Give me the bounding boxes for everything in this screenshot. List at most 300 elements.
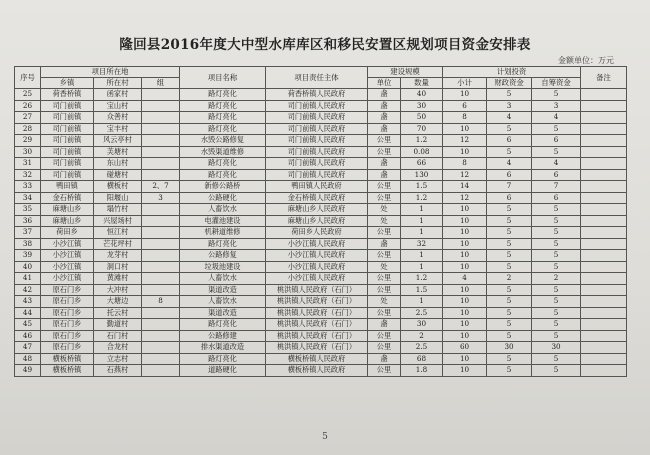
cell-township: 司门前镇 — [41, 123, 94, 135]
cell-self: 5 — [532, 250, 581, 262]
cell-village: 立志村 — [94, 353, 142, 365]
cell-unit: 盏 — [368, 123, 401, 135]
cell-remarks — [581, 192, 627, 204]
cell-township: 横板桥镇 — [41, 365, 94, 377]
cell-self: 5 — [532, 146, 581, 158]
header-group: 组 — [142, 78, 180, 89]
cell-seq: 25 — [15, 89, 41, 101]
header-scale-unit: 单位 — [368, 78, 401, 89]
cell-qty: 68 — [401, 353, 443, 365]
cell-subtotal: 12 — [443, 169, 487, 181]
cell-fiscal: 5 — [487, 238, 532, 250]
cell-subtotal: 6 — [443, 100, 487, 112]
cell-township: 原石门乡 — [41, 296, 94, 308]
cell-project-name: 新修公路桥 — [180, 181, 266, 193]
cell-group — [142, 135, 180, 147]
cell-seq: 35 — [15, 204, 41, 216]
cell-unit: 盏 — [368, 100, 401, 112]
cell-owner: 司门前镇人民政府 — [266, 123, 368, 135]
cell-owner: 麻塘山乡人民政府 — [266, 215, 368, 227]
cell-township: 司门前镇 — [41, 100, 94, 112]
table-row — [15, 169, 627, 181]
cell-qty: 30 — [401, 100, 443, 112]
cell-project-name: 路灯亮化 — [180, 112, 266, 124]
header-seq: 序号 — [15, 67, 41, 89]
cell-project-name: 人畜饮水 — [180, 273, 266, 285]
cell-subtotal: 14 — [443, 181, 487, 193]
cell-fiscal: 5 — [487, 307, 532, 319]
cell-project-name: 路灯亮化 — [180, 169, 266, 181]
cell-project-name: 渠道改造 — [180, 307, 266, 319]
cell-self: 4 — [532, 112, 581, 124]
cell-seq: 27 — [15, 112, 41, 124]
cell-township: 原石门乡 — [41, 330, 94, 342]
cell-seq: 30 — [15, 146, 41, 158]
document-title: 隆回县2016年度大中型水库库区和移民安置区规划项目资金安排表 — [119, 37, 531, 53]
cell-unit: 盏 — [368, 238, 401, 250]
cell-township: 小沙江镇 — [41, 261, 94, 273]
cell-group — [142, 89, 180, 101]
cell-remarks — [581, 261, 627, 273]
cell-village: 洞口村 — [94, 261, 142, 273]
cell-township: 司门前镇 — [41, 135, 94, 147]
cell-self: 5 — [532, 284, 581, 296]
cell-subtotal: 10 — [443, 215, 487, 227]
header-row-1 — [15, 67, 627, 78]
header-owner: 项目责任主体 — [266, 67, 368, 89]
cell-project-name: 电灌池建设 — [180, 215, 266, 227]
cell-village: 东山村 — [94, 158, 142, 170]
cell-seq: 33 — [15, 181, 41, 193]
cell-qty: 1.2 — [401, 192, 443, 204]
cell-seq: 43 — [15, 296, 41, 308]
cell-remarks — [581, 273, 627, 285]
cell-qty: 2 — [401, 330, 443, 342]
cell-unit: 处 — [368, 296, 401, 308]
cell-subtotal: 8 — [443, 112, 487, 124]
cell-subtotal: 10 — [443, 296, 487, 308]
cell-self: 5 — [532, 215, 581, 227]
cell-group — [142, 353, 180, 365]
cell-unit: 公里 — [368, 307, 401, 319]
table-row — [15, 319, 627, 331]
cell-village: 碰塘村 — [94, 169, 142, 181]
cell-village: 宝丰村 — [94, 123, 142, 135]
cell-qty: 1.5 — [401, 284, 443, 296]
cell-project-name: 公路修复 — [180, 250, 266, 262]
cell-remarks — [581, 330, 627, 342]
cell-project-name: 道路硬化 — [180, 365, 266, 377]
cell-qty: 32 — [401, 238, 443, 250]
table-row — [15, 238, 627, 250]
cell-township: 司门前镇 — [41, 158, 94, 170]
cell-fiscal: 2 — [487, 273, 532, 285]
table-row — [15, 227, 627, 239]
cell-project-name: 水毁公路修复 — [180, 135, 266, 147]
table-row — [15, 330, 627, 342]
table-row — [15, 365, 627, 377]
cell-remarks — [581, 123, 627, 135]
cell-seq: 46 — [15, 330, 41, 342]
cell-self: 7 — [532, 181, 581, 193]
cell-township: 荷香桥镇 — [41, 89, 94, 101]
cell-subtotal: 8 — [443, 158, 487, 170]
cell-self: 6 — [532, 192, 581, 204]
cell-fiscal: 6 — [487, 192, 532, 204]
cell-group — [142, 146, 180, 158]
cell-township: 鸭田镇 — [41, 181, 94, 193]
cell-group: 3 — [142, 192, 180, 204]
cell-fiscal: 5 — [487, 365, 532, 377]
cell-qty: 1 — [401, 215, 443, 227]
cell-self: 30 — [532, 342, 581, 354]
header-location: 项目所在地 — [41, 67, 180, 78]
cell-owner: 桃洪镇人民政府（石门） — [266, 296, 368, 308]
cell-owner: 荷田乡人民政府 — [266, 227, 368, 239]
cell-self: 5 — [532, 261, 581, 273]
cell-owner: 小沙江镇人民政府 — [266, 238, 368, 250]
cell-remarks — [581, 353, 627, 365]
cell-project-name: 垃圾池建设 — [180, 261, 266, 273]
cell-village: 大塘边 — [94, 296, 142, 308]
cell-fiscal: 6 — [487, 135, 532, 147]
cell-qty: 1.2 — [401, 273, 443, 285]
table-row — [15, 123, 627, 135]
cell-owner: 金石桥镇人民政府 — [266, 192, 368, 204]
cell-self: 5 — [532, 330, 581, 342]
cell-qty: 1 — [401, 204, 443, 216]
cell-fiscal: 5 — [487, 330, 532, 342]
cell-project-name: 路灯亮化 — [180, 238, 266, 250]
table-row — [15, 204, 627, 216]
cell-seq: 39 — [15, 250, 41, 262]
cell-qty: 1 — [401, 227, 443, 239]
cell-township: 原石门乡 — [41, 284, 94, 296]
table-row — [15, 342, 627, 354]
cell-fiscal: 30 — [487, 342, 532, 354]
cell-remarks — [581, 284, 627, 296]
header-remarks: 备注 — [581, 67, 627, 89]
cell-qty: 50 — [401, 112, 443, 124]
cell-remarks — [581, 238, 627, 250]
cell-project-name: 排水渠道改造 — [180, 342, 266, 354]
cell-remarks — [581, 181, 627, 193]
header-fiscal: 财政资金 — [487, 78, 532, 89]
cell-subtotal: 10 — [443, 238, 487, 250]
cell-qty: 1.2 — [401, 135, 443, 147]
cell-fiscal: 6 — [487, 169, 532, 181]
cell-qty: 66 — [401, 158, 443, 170]
cell-unit: 公里 — [368, 192, 401, 204]
table-row — [15, 192, 627, 204]
header-scale: 建设规模 — [368, 67, 443, 78]
cell-owner: 小沙江镇人民政府 — [266, 250, 368, 262]
cell-project-name: 渠道改造 — [180, 284, 266, 296]
cell-group — [142, 100, 180, 112]
cell-seq: 31 — [15, 158, 41, 170]
cell-self: 2 — [532, 273, 581, 285]
cell-subtotal: 10 — [443, 330, 487, 342]
cell-seq: 26 — [15, 100, 41, 112]
cell-village: 函家村 — [94, 89, 142, 101]
cell-fiscal: 5 — [487, 215, 532, 227]
cell-remarks — [581, 296, 627, 308]
cell-unit: 公里 — [368, 227, 401, 239]
cell-fiscal: 5 — [487, 146, 532, 158]
cell-self: 5 — [532, 123, 581, 135]
cell-township: 原石门乡 — [41, 307, 94, 319]
cell-village: 勤道村 — [94, 319, 142, 331]
cell-unit: 盏 — [368, 319, 401, 331]
cell-remarks — [581, 135, 627, 147]
cell-village: 合龙村 — [94, 342, 142, 354]
cell-qty: 40 — [401, 89, 443, 101]
cell-seq: 42 — [15, 284, 41, 296]
cell-self: 5 — [532, 353, 581, 365]
header-subtotal: 小计 — [443, 78, 487, 89]
cell-village: 恒江村 — [94, 227, 142, 239]
cell-owner: 桃洪镇人民政府（石门） — [266, 319, 368, 331]
cell-subtotal: 12 — [443, 135, 487, 147]
cell-seq: 36 — [15, 215, 41, 227]
cell-owner: 司门前镇人民政府 — [266, 100, 368, 112]
cell-fiscal: 7 — [487, 181, 532, 193]
cell-fiscal: 4 — [487, 158, 532, 170]
cell-self: 5 — [532, 307, 581, 319]
cell-group — [142, 342, 180, 354]
cell-owner: 鸭田镇人民政府 — [266, 181, 368, 193]
cell-remarks — [581, 215, 627, 227]
cell-seq: 49 — [15, 365, 41, 377]
cell-owner: 司门前镇人民政府 — [266, 112, 368, 124]
cell-seq: 28 — [15, 123, 41, 135]
cell-group — [142, 365, 180, 377]
cell-seq: 48 — [15, 353, 41, 365]
cell-subtotal: 10 — [443, 89, 487, 101]
cell-owner: 司门前镇人民政府 — [266, 169, 368, 181]
cell-township: 原石门乡 — [41, 342, 94, 354]
table-row — [15, 135, 627, 147]
cell-seq: 41 — [15, 273, 41, 285]
cell-project-name: 人畜饮水 — [180, 204, 266, 216]
cell-remarks — [581, 319, 627, 331]
cell-self: 3 — [532, 100, 581, 112]
cell-project-name: 路灯亮化 — [180, 123, 266, 135]
cell-fiscal: 5 — [487, 227, 532, 239]
cell-subtotal: 10 — [443, 123, 487, 135]
cell-seq: 38 — [15, 238, 41, 250]
cell-subtotal: 10 — [443, 307, 487, 319]
cell-owner: 小沙江镇人民政府 — [266, 273, 368, 285]
cell-qty: 2.5 — [401, 307, 443, 319]
cell-project-name: 路灯亮化 — [180, 100, 266, 112]
cell-unit: 公里 — [368, 250, 401, 262]
cell-subtotal: 10 — [443, 261, 487, 273]
cell-qty: 70 — [401, 123, 443, 135]
cell-village: 大冲村 — [94, 284, 142, 296]
cell-group — [142, 123, 180, 135]
cell-qty: 0.08 — [401, 146, 443, 158]
cell-group: 2、7 — [142, 181, 180, 193]
cell-fiscal: 5 — [487, 319, 532, 331]
cell-group — [142, 158, 180, 170]
cell-unit: 公里 — [368, 365, 401, 377]
cell-unit: 公里 — [368, 135, 401, 147]
cell-unit: 盏 — [368, 89, 401, 101]
cell-owner: 司门前镇人民政府 — [266, 158, 368, 170]
cell-qty: 1 — [401, 250, 443, 262]
cell-subtotal: 10 — [443, 284, 487, 296]
cell-fiscal: 5 — [487, 353, 532, 365]
cell-fiscal: 5 — [487, 284, 532, 296]
cell-group — [142, 204, 180, 216]
cell-owner: 横板桥镇人民政府 — [266, 353, 368, 365]
cell-village: 托云村 — [94, 307, 142, 319]
cell-subtotal: 4 — [443, 273, 487, 285]
cell-village: 石燕村 — [94, 365, 142, 377]
cell-township: 小沙江镇 — [41, 250, 94, 262]
cell-unit: 盏 — [368, 169, 401, 181]
cell-unit: 公里 — [368, 330, 401, 342]
cell-seq: 47 — [15, 342, 41, 354]
cell-group — [142, 284, 180, 296]
currency-unit-note: 金额单位：万元 — [558, 56, 614, 65]
cell-group — [142, 273, 180, 285]
cell-group — [142, 319, 180, 331]
cell-subtotal: 60 — [443, 342, 487, 354]
cell-owner: 桃洪镇人民政府（石门） — [266, 342, 368, 354]
page-number: 5 — [322, 432, 328, 442]
table-row — [15, 100, 627, 112]
cell-township: 荷田乡 — [41, 227, 94, 239]
cell-unit: 盏 — [368, 158, 401, 170]
cell-seq: 45 — [15, 319, 41, 331]
table-row — [15, 296, 627, 308]
cell-project-name: 路灯亮化 — [180, 89, 266, 101]
cell-self: 5 — [532, 89, 581, 101]
cell-remarks — [581, 250, 627, 262]
cell-subtotal: 10 — [443, 250, 487, 262]
cell-subtotal: 12 — [443, 192, 487, 204]
cell-group: 8 — [142, 296, 180, 308]
cell-township: 麻塘山乡 — [41, 215, 94, 227]
table-row — [15, 89, 627, 101]
cell-project-name: 路灯亮化 — [180, 353, 266, 365]
cell-qty: 1.8 — [401, 365, 443, 377]
cell-township: 司门前镇 — [41, 112, 94, 124]
cell-fiscal: 5 — [487, 204, 532, 216]
cell-township: 司门前镇 — [41, 169, 94, 181]
table-row — [15, 181, 627, 193]
header-village: 所在村 — [94, 78, 142, 89]
cell-remarks — [581, 169, 627, 181]
cell-remarks — [581, 307, 627, 319]
cell-village: 众善村 — [94, 112, 142, 124]
cell-project-name: 公路修建 — [180, 330, 266, 342]
cell-remarks — [581, 112, 627, 124]
cell-owner: 荷香桥镇人民政府 — [266, 89, 368, 101]
cell-township: 金石桥镇 — [41, 192, 94, 204]
header-scale-qty: 数量 — [401, 78, 443, 89]
cell-subtotal: 10 — [443, 319, 487, 331]
cell-group — [142, 215, 180, 227]
cell-qty: 30 — [401, 319, 443, 331]
cell-township: 原石门乡 — [41, 319, 94, 331]
cell-self: 6 — [532, 135, 581, 147]
table-row — [15, 307, 627, 319]
cell-project-name: 机耕道维修 — [180, 227, 266, 239]
cell-group — [142, 261, 180, 273]
cell-group — [142, 227, 180, 239]
cell-owner: 麻塘山乡人民政府 — [266, 204, 368, 216]
header-project-name: 项目名称 — [180, 67, 266, 89]
cell-village: 风云亭村 — [94, 135, 142, 147]
cell-group — [142, 112, 180, 124]
cell-township: 司门前镇 — [41, 146, 94, 158]
cell-fiscal: 5 — [487, 123, 532, 135]
cell-unit: 公里 — [368, 284, 401, 296]
cell-owner: 桃洪镇人民政府（石门） — [266, 284, 368, 296]
cell-township: 麻塘山乡 — [41, 204, 94, 216]
cell-unit: 公里 — [368, 181, 401, 193]
table-body — [15, 89, 627, 377]
cell-remarks — [581, 227, 627, 239]
cell-qty: 2.5 — [401, 342, 443, 354]
cell-owner: 横板桥镇人民政府 — [266, 365, 368, 377]
table-row — [15, 261, 627, 273]
cell-fiscal: 5 — [487, 89, 532, 101]
cell-fiscal: 4 — [487, 112, 532, 124]
cell-village: 芙塘村 — [94, 146, 142, 158]
cell-subtotal: 10 — [443, 365, 487, 377]
cell-owner: 桃洪镇人民政府（石门） — [266, 330, 368, 342]
cell-village: 塌竹村 — [94, 204, 142, 216]
cell-village: 石门村 — [94, 330, 142, 342]
cell-self: 5 — [532, 238, 581, 250]
cell-qty: 1 — [401, 296, 443, 308]
cell-project-name: 路灯亮化 — [180, 319, 266, 331]
cell-unit: 盏 — [368, 353, 401, 365]
cell-remarks — [581, 204, 627, 216]
cell-village: 芒花坪村 — [94, 238, 142, 250]
cell-self: 5 — [532, 319, 581, 331]
header-township: 乡镇 — [41, 78, 94, 89]
cell-village: 黄滩村 — [94, 273, 142, 285]
cell-unit: 公里 — [368, 342, 401, 354]
cell-remarks — [581, 100, 627, 112]
cell-remarks — [581, 146, 627, 158]
cell-group — [142, 238, 180, 250]
cell-seq: 40 — [15, 261, 41, 273]
header-plan: 计划投资 — [443, 67, 581, 78]
table-row — [15, 353, 627, 365]
cell-owner: 小沙江镇人民政府 — [266, 261, 368, 273]
cell-qty: 130 — [401, 169, 443, 181]
cell-seq: 29 — [15, 135, 41, 147]
cell-seq: 37 — [15, 227, 41, 239]
cell-unit: 处 — [368, 204, 401, 216]
cell-township: 横板桥镇 — [41, 353, 94, 365]
cell-fiscal: 5 — [487, 250, 532, 262]
table-row — [15, 250, 627, 262]
cell-project-name: 水毁渠道维修 — [180, 146, 266, 158]
cell-subtotal: 10 — [443, 227, 487, 239]
cell-self: 5 — [532, 227, 581, 239]
cell-project-name: 人畜饮水 — [180, 296, 266, 308]
cell-unit: 盏 — [368, 112, 401, 124]
cell-group — [142, 250, 180, 262]
cell-remarks — [581, 365, 627, 377]
